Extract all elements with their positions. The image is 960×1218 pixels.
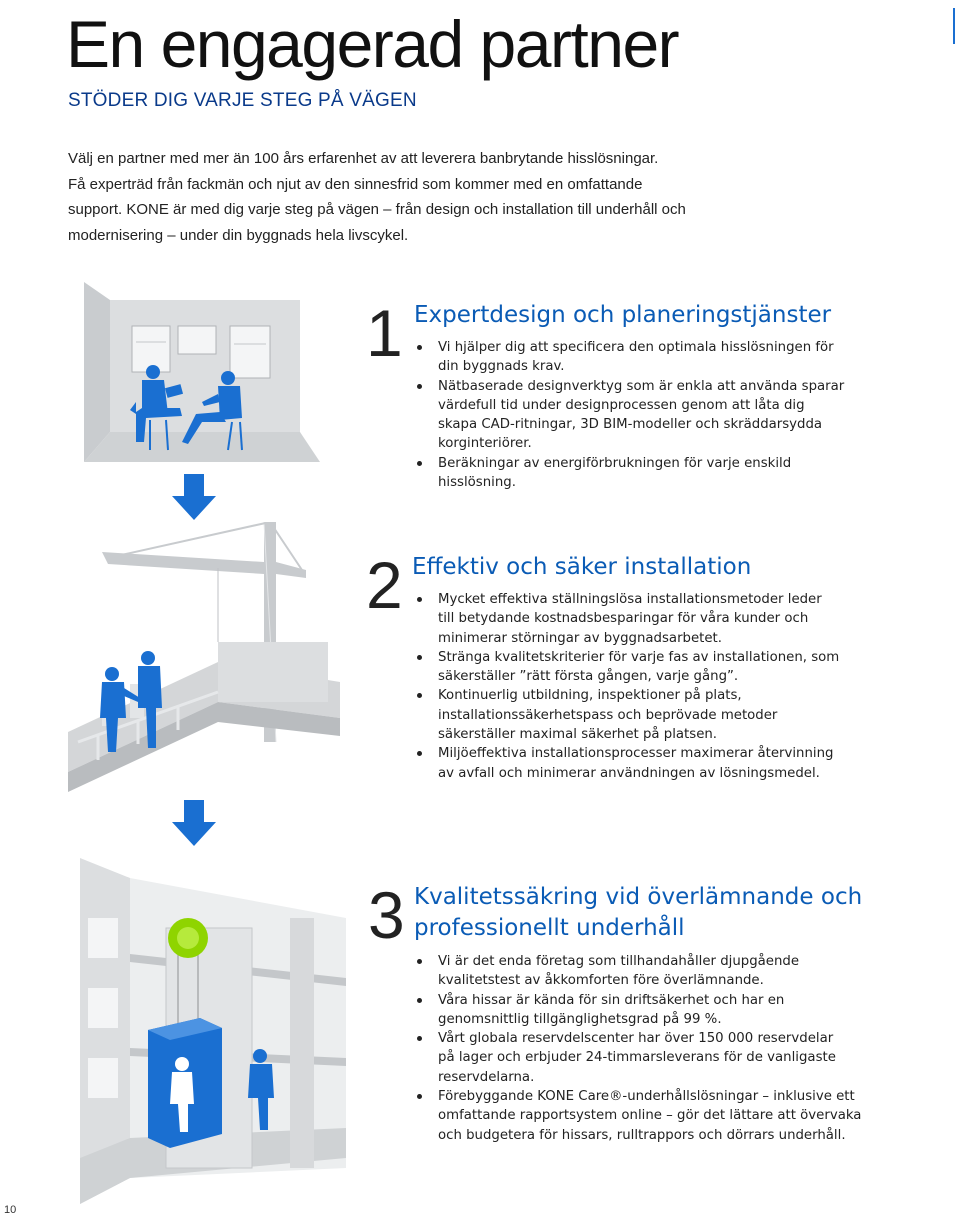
list-item-line: på lager och erbjuder 24-timmarsleverans för de vanligaste	[438, 1050, 836, 1066]
list-item	[417, 590, 839, 648]
step-bullet-list	[417, 590, 839, 783]
intro-paragraph	[68, 146, 768, 248]
bullet-icon	[417, 1094, 422, 1099]
list-item	[417, 744, 839, 783]
list-item-line: din byggnads krav.	[438, 359, 565, 375]
list-item-line: Förebyggande KONE Care®-underhållslösningar – inklusive ett	[438, 1089, 855, 1105]
bullet-icon	[417, 655, 422, 660]
list-item	[417, 377, 844, 454]
list-item-line: Kontinuerlig utbildning, inspektioner på plats,	[438, 688, 742, 704]
down-arrow-icon	[170, 800, 218, 848]
list-item-line: reservdelarna.	[438, 1069, 535, 1085]
bullet-icon	[417, 693, 422, 698]
step-number: 2	[366, 548, 403, 622]
list-item	[417, 686, 839, 744]
step-title	[412, 552, 751, 583]
construction-site-illustration	[68, 522, 340, 806]
page-subtitle: STÖDER DIG VARJE STEG PÅ VÄGEN	[68, 90, 417, 111]
list-item-line: minimerar störningar av byggnadsarbetet.	[438, 630, 723, 646]
list-item-line: till betydande kostnadsbesparingar för våra kunder och	[438, 611, 809, 627]
down-arrow-icon	[170, 474, 218, 522]
list-item-line: kvalitetstest av åkkomforten före överlämnande.	[438, 973, 764, 989]
list-item-line: Beräkningar av energiförbrukningen för varje enskild	[438, 455, 792, 471]
list-item-line: korginteriörer.	[438, 436, 532, 452]
list-item-line: av avfall och minimerar användningen av lösningsmedel.	[438, 765, 820, 781]
list-item-line: Vårt globala reservdelscenter har över 150 000 reservdelar	[438, 1031, 834, 1047]
intro-line: support. KONE är med dig varje steg på vägen – från design och installation till underhåll och	[68, 201, 686, 218]
list-item-line: säkerställer maximal säkerhet på platsen.	[438, 727, 718, 743]
list-item-line: installationssäkerhetspass och beprövade metoder	[438, 707, 778, 723]
step-bullet-list	[417, 952, 861, 1145]
list-item	[417, 648, 839, 687]
step-title	[414, 882, 862, 944]
office-meeting-illustration	[70, 282, 330, 482]
list-item	[417, 991, 861, 1030]
bullet-icon	[417, 461, 422, 466]
intro-line: Få experträd från fackmän och njut av den sinnesfrid som kommer med en omfattande	[68, 175, 643, 193]
bullet-icon	[417, 751, 422, 756]
step-title	[414, 300, 831, 331]
bullet-icon	[417, 959, 422, 964]
list-item-line: och budgetera för hissars, rulltrappors och dörrars underhåll.	[438, 1127, 846, 1143]
top-accent-line	[953, 8, 955, 44]
step-number: 3	[368, 878, 405, 952]
list-item-line: Miljöeffektiva installationsprocesser maximerar återvinning	[438, 746, 834, 762]
bullet-icon	[417, 998, 422, 1003]
list-item	[417, 338, 844, 377]
step-title-line: professionellt underhåll	[414, 915, 685, 941]
list-item-line: Mycket effektiva ställningslösa installationsmetoder leder	[438, 592, 822, 607]
bullet-icon	[417, 1036, 422, 1041]
list-item	[417, 1029, 861, 1087]
step-title-line: Kvalitetssäkring vid överlämnande och	[414, 884, 863, 910]
list-item-line: genomsnittlig tillgänglighetsgrad på 99 %.	[438, 1011, 722, 1027]
list-item	[417, 454, 844, 493]
list-item-line: Vi är det enda företag som tillhandahåller djupgående	[438, 954, 800, 969]
list-item-line: Nätbaserade designverktyg som är enkla att använda sparar	[438, 378, 845, 394]
list-item-line: hisslösning.	[438, 475, 516, 491]
list-item	[417, 1087, 861, 1145]
list-item-line: värdefull tid under designprocessen genom att låta dig	[438, 397, 805, 413]
bullet-icon	[417, 384, 422, 389]
list-item-line: Våra hissar är kända för sin driftsäkerhet och har en	[438, 992, 785, 1008]
list-item-line: säkerställer ”rätt första gången, varje gång”.	[438, 669, 739, 685]
page-title: En engagerad partner	[66, 7, 679, 81]
bullet-icon	[417, 597, 422, 602]
list-item-line: Vi hjälper dig att specificera den optimala hisslösningen för	[438, 340, 834, 355]
intro-line: Välj en partner med mer än 100 års erfarenhet av att leverera banbrytande hisslösningar.	[68, 150, 659, 167]
step-bullet-list	[417, 338, 844, 492]
building-elevator-illustration	[70, 858, 350, 1204]
bullet-icon	[417, 345, 422, 350]
page-number: 10	[4, 1204, 17, 1216]
list-item-line: skapa CAD-ritningar, 3D BIM-modeller och skräddarsydda	[438, 417, 823, 433]
list-item	[417, 952, 861, 991]
list-item-line: Stränga kvalitetskriterier för varje fas av installationen, som	[438, 649, 840, 665]
step-title-line: Expertdesign och planeringstjänster	[414, 302, 832, 328]
step-title-line: Effektiv och säker installation	[412, 554, 752, 580]
intro-line: modernisering – under din byggnads hela livscykel.	[68, 226, 409, 244]
list-item-line: omfattande rapportsystem online – gör det lättare att övervaka	[438, 1108, 862, 1124]
step-number: 1	[366, 296, 403, 370]
